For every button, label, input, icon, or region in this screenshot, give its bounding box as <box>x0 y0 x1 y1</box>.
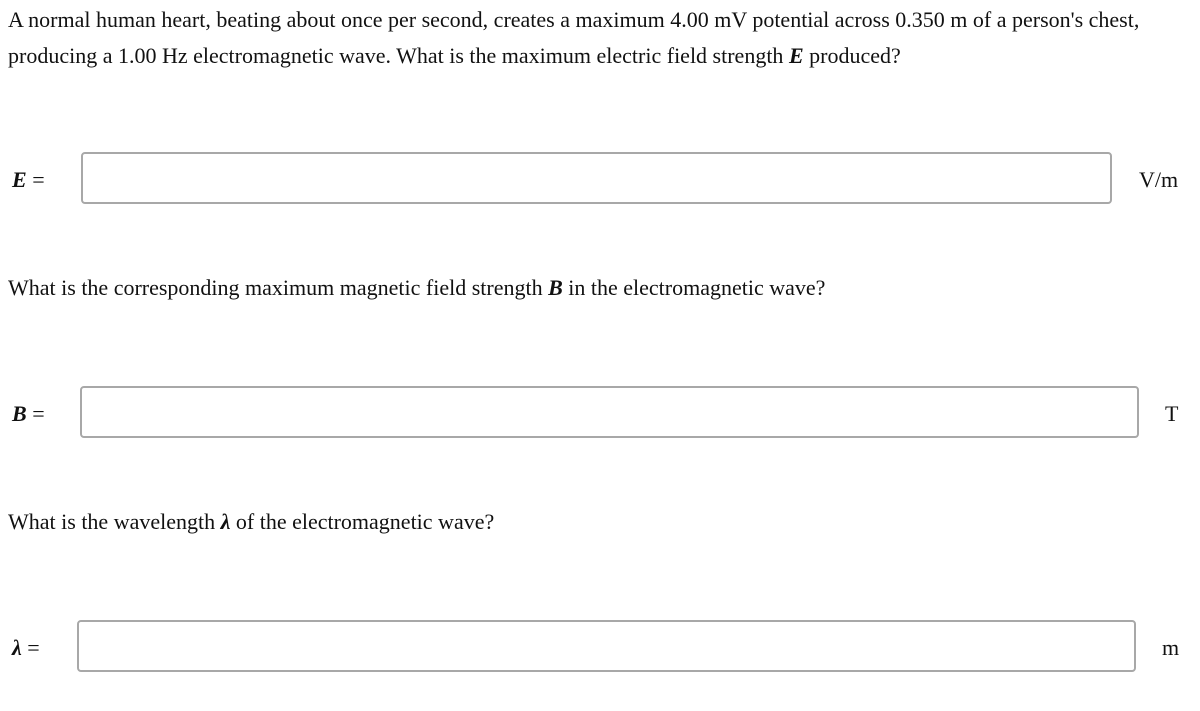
question-e-var: E <box>788 43 804 68</box>
answer-unit-e: V/m <box>1139 167 1179 192</box>
answer-symbol-e: E <box>12 167 27 192</box>
question-b-var: B <box>548 275 563 300</box>
question-e-text <box>8 2 1192 74</box>
answer-row-e <box>0 152 1200 208</box>
question-lambda-var: λ <box>220 509 231 534</box>
question-b-part1: What is the corresponding maximum magnetic field strength <box>8 275 549 300</box>
answer-input-lambda[interactable] <box>77 620 1136 672</box>
question-b-text <box>8 270 825 306</box>
answer-symbol-b: B <box>12 401 27 426</box>
answer-row-b <box>0 386 1200 442</box>
question-b-part2: in the electromagnetic wave? <box>562 275 826 300</box>
answer-equals-lambda: = <box>21 635 40 660</box>
question-e-part1: A normal human heart, beating about once per second, creates a maximum 4.00 mV potential across 0.350 m of a person's chest, producing a 1.00 Hz electromagnetic wave. What is the maximum electric field strength <box>8 7 1140 68</box>
answer-unit-b: T <box>1165 401 1179 426</box>
question-lambda-part1: What is the wavelength <box>8 509 221 534</box>
question-lambda-part2: of the electromagnetic wave? <box>230 509 495 534</box>
answer-label-e <box>12 166 45 194</box>
answer-input-b[interactable] <box>80 386 1139 438</box>
answer-row-lambda <box>0 620 1200 676</box>
answer-symbol-lambda: λ <box>12 635 22 660</box>
answer-input-e[interactable] <box>81 152 1112 204</box>
answer-label-lambda <box>12 634 40 662</box>
answer-equals-e: = <box>26 167 45 192</box>
answer-equals-b: = <box>26 401 45 426</box>
question-lambda-text <box>8 504 494 540</box>
answer-unit-lambda: m <box>1162 635 1180 660</box>
answer-label-b <box>12 400 45 428</box>
question-e-part2: produced? <box>803 43 901 68</box>
